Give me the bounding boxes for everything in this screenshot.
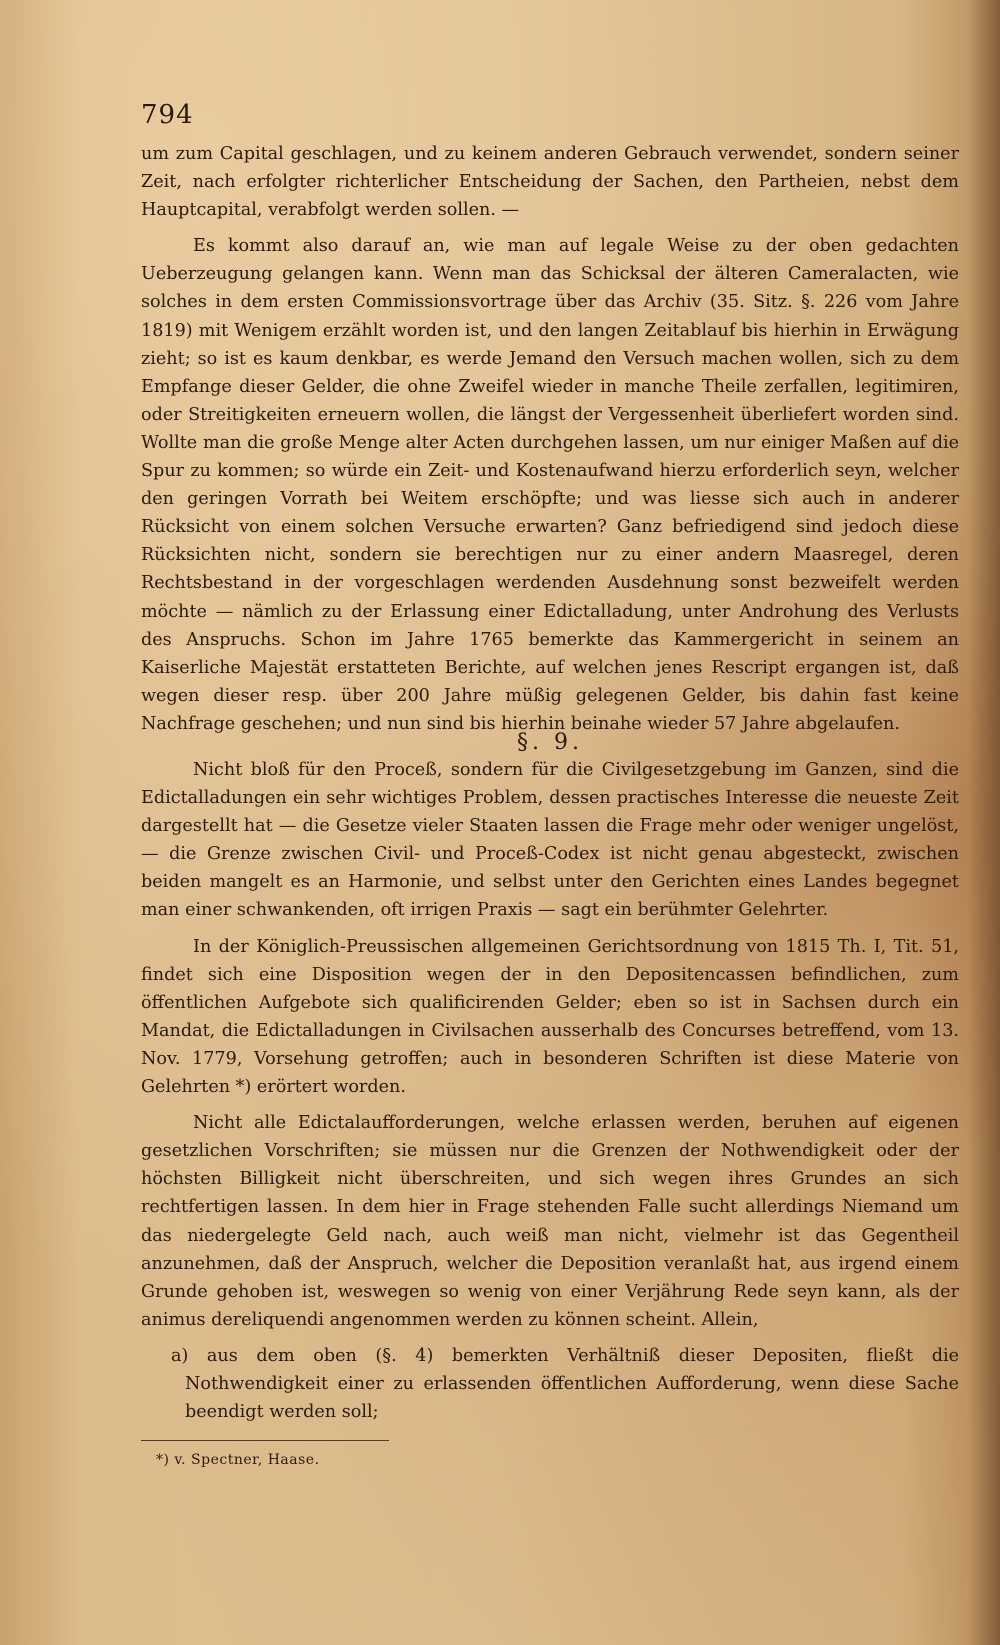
paragraph: Es kommt also darauf an, wie man auf legale Weise zu der oben gedachten Ueberzeugung gelangen kann. Wenn man das Schicksal der älteren Cameralacten, wie solches in dem ersten Commissionsvortrage über das Archiv (35. Sitz. §. 226 vom Jahre 1819) mit Wenigem erzählt worden ist, und den langen Zeitablauf bis hierhin in Erwägung zieht; so ist es kaum denkbar, es werde Jemand den Versuch machen wollen, sich zu dem Empfange dieser Gelder, die ohne Zweifel wieder in manche Theile zerfallen, legitimiren, oder Streitigkeiten erneuern wollen, die längst der Vergessenheit überliefert worden sind. Wollte man die große Menge alter Acten durchgehen lassen, um nur einiger Maßen auf die Spur zu kommen; so würde ein Zeit- und Kostenaufwand hierzu erforderlich seyn, welcher den geringen Vorrath bei Weitem erschöpfte; und was liesse sich auch in anderer Rücksicht von einem solchen Versuche erwarten? Ganz befriedigend sind jedoch diese Rücksichten nicht, sondern sie berechtigen nur zu einer andern Maasregel, deren Rechtsbestand in der vorgeschlagen werdenden Ausdehnung sonst bezweifelt werden möchte — nämlich zu der Erlassung einer Edictalladung, unter Androhung des Verlusts des Anspruchs. Schon im Jahre 1765 bemerkte das Kammergericht in seinem an Kaiserliche Majestät erstatteten Berichte, auf welchen jenes Rescript ergangen ist, daß wegen dieser resp. über 200 Jahre müßig gelegenen Gelder, bis dahin fast keine Nachfrage geschehen; und nun sind bis hierhin beinahe wieder 57 Jahre abgelaufen. — [141, 236, 959, 734]
list-item: a) aus dem oben (§. 4) bemerkten Verhältniß dieser Depositen, fließt die Nothwendigkeit einer zu erlassenden öffentlichen Aufforderung, wenn diese Sache beendigt werden soll; — [171, 1345, 959, 1423]
paragraph: In der Königlich-Preussischen allgemeinen Gerichtsordnung von 1815 Th. I, Tit. 51, findet sich eine Disposition wegen der in den Depositencassen befindlichen, zum öffentlichen Aufgebote sich qualificirenden Gelder; eben so ist in Sachsen durch ein Mandat, die Edictalladungen in Civilsachen ausserhalb des Concurses betreffend, vom 13. Nov. 1779, Vorsehung getroffen; auch in besonderen Schriften ist diese Materie von Gelehrten *) erörtert worden. — [141, 936, 959, 1098]
page-number: 794 — [141, 100, 194, 130]
paragraph: Nicht bloß für den Proceß, sondern für die Civilgesetzgebung im Ganzen, sind die Edictalladungen ein sehr wichtiges Problem, dessen practisches Interesse die neueste Zeit dargestellt hat — die Gesetze vieler Staaten lassen die Frage mehr oder weniger ungelöst, — die Grenze zwischen Civil- und Proceß-Codex ist nicht genau abgesteckt, zwischen beiden mangelt es an Harmonie, und selbst unter den Gerichten eines Landes begegnet man einer schwankenden, oft irrigen Praxis — sagt ein berühmter Gelehrter. — [141, 760, 959, 921]
text-block-top — [141, 140, 959, 746]
footnote-divider — [141, 1440, 389, 1441]
text-block-bottom — [141, 756, 959, 1434]
footnote: *) v. Spectner, Haase. — [156, 1452, 320, 1468]
page-edge-shadow — [968, 0, 1000, 1645]
paragraph-continuation: um zum Capital geschlagen, und zu keinem anderen Gebrauch verwendet, sondern seiner Zeit, nach erfolgter richterlicher Entscheidung der Sachen, den Partheien, nebst dem Hauptcapital, verabfolgt werden sollen. — — [141, 144, 959, 221]
section-heading: §. 9. — [517, 730, 583, 755]
paragraph: Nicht alle Edictalaufforderungen, welche erlassen werden, beruhen auf eigenen gesetzlichen Vorschriften; sie müssen nur die Grenzen der Nothwendigkeit oder der höchsten Billigkeit nicht überschreiten, und sich wegen ihres Grundes an sich rechtfertigen lassen. In dem hier in Frage stehenden Falle sucht allerdings Niemand um das niedergelegte Geld nach, auch weiß man nicht, vielmehr ist das Gegentheil anzunehmen, daß der Anspruch, welcher die Deposition veranlaßt hat, aus irgend einem Grunde gehoben ist, weswegen so wenig von einer Verjährung Rede seyn kann, als der animus dereliquendi angenommen werden zu können scheint. Allein, — [141, 1113, 959, 1330]
